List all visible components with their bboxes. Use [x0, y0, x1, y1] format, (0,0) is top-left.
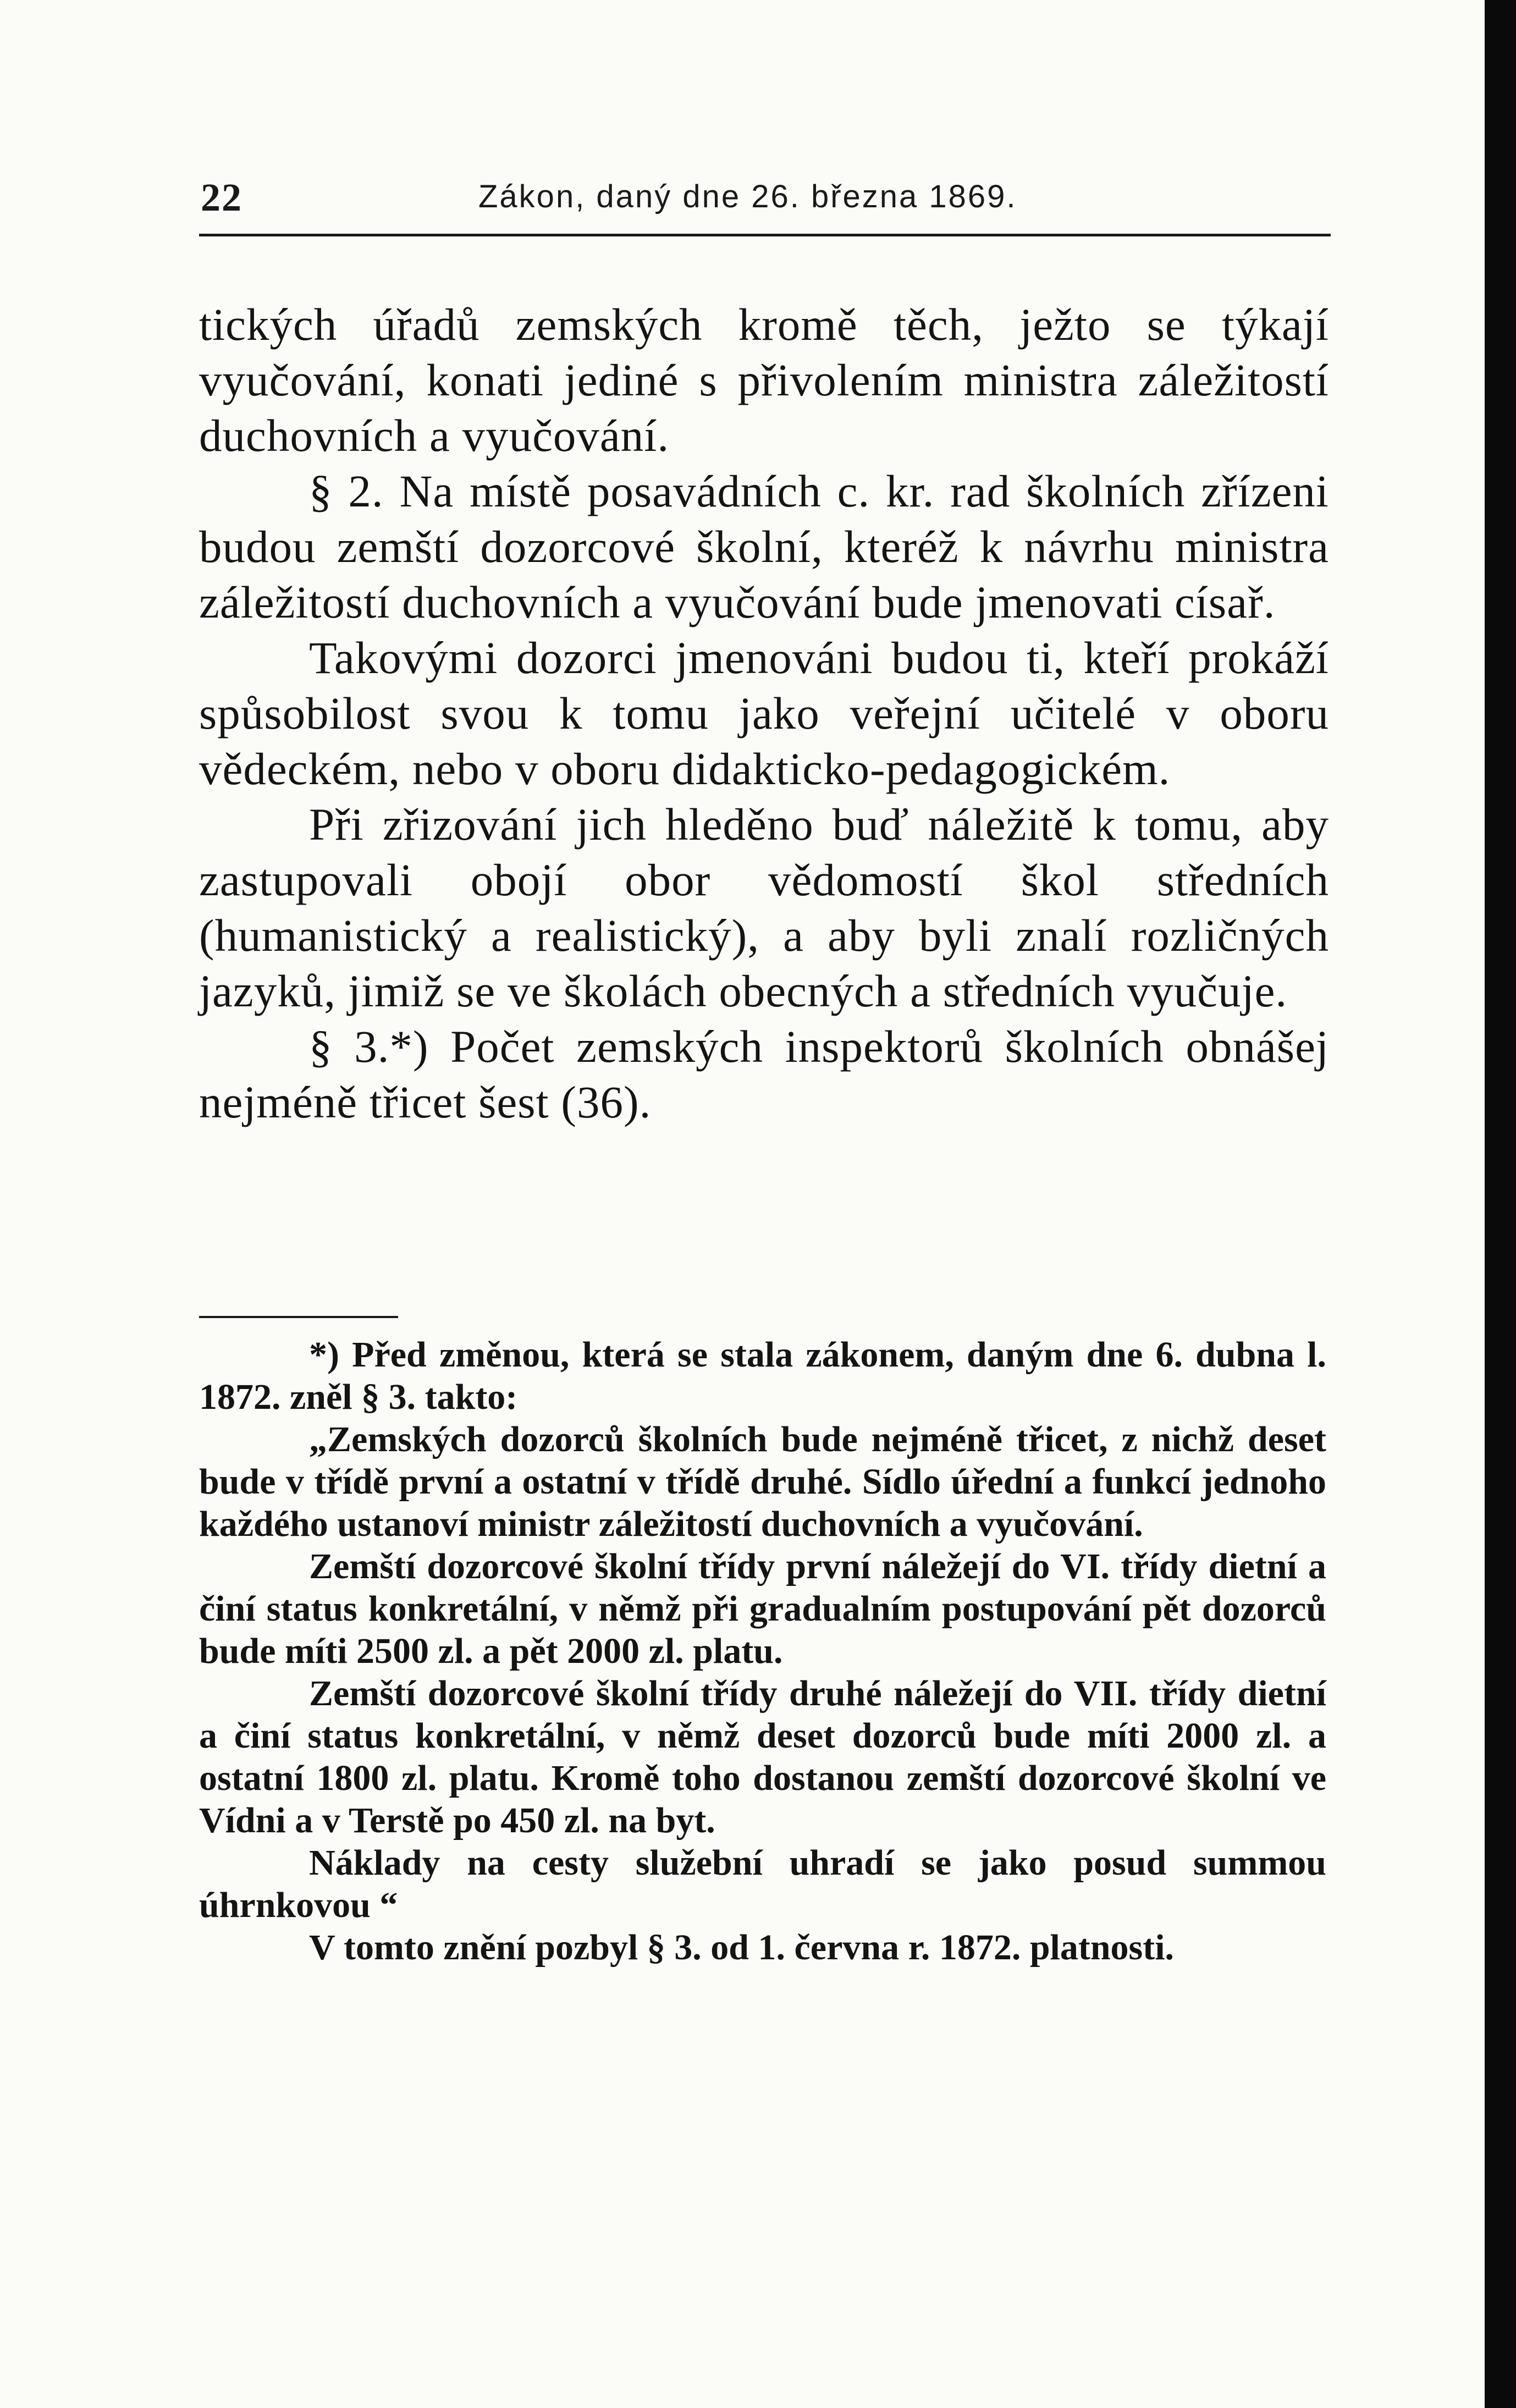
- paragraph-inspectors-qualification: Takovými dozorci jmenováni budou ti, kteří prokáží spůsobilost svou k tomu jako veřejní učitelé v oboru vědeckém, nebo v oboru didakticko-pedagogickém.: [199, 632, 1329, 794]
- scan-edge: [1485, 0, 1516, 2408]
- footnote-quote-start: „Zemských dozorců školních bude nejméně třicet, z nichž deset bude v třídě první a ostatní v třídě druhé. Sídlo úřední a funkcí jednoho každého ustanoví ministr záležitostí duchovních a vyučování.: [199, 1419, 1326, 1544]
- footnote-rule: [199, 1316, 398, 1318]
- footnote-intro: *) Před změnou, která se stala zákonem, daným dne 6. dubna l. 1872. zněl § 3. takto:: [199, 1335, 1326, 1417]
- paragraph-continuation: tických úřadů zemských kromě těch, ježto se týkají vyučování, konati jediné s přivolením ministra záležitostí duchovních a vyučování.: [199, 299, 1329, 461]
- paragraph-appointment-criteria: Při zřizování jich hleděno buď náležitě k tomu, aby zastupovali obojí obor vědomostí škol středních (humanistický a realistický), a aby byli znalí rozličných jazyků, jimiž se ve školách obecných a středních vyučuje.: [199, 799, 1329, 1016]
- footnote-travel-costs: Náklady na cesty služební uhradí se jako posud summou úhrnkovou “: [199, 1843, 1326, 1925]
- running-title: Zákon, daný dne 26. března 1869.: [478, 179, 1017, 214]
- footnote-validity: V tomto znění pozbyl § 3. od 1. června r. 1872. platnosti.: [309, 1927, 1175, 1968]
- paragraph-section-3: § 3.*) Počet zemských inspektorů školních obnášej nejméně třicet šest (36).: [199, 1021, 1329, 1127]
- footnote-first-class: Zemští dozorcové školní třídy první náležejí do VI. třídy dietní a činí status konkretální, v němž při gradualním postupování pět dozorců bude míti 2500 zl. a pět 2000 zl. platu.: [199, 1546, 1326, 1671]
- main-text: [199, 297, 1329, 1130]
- paragraph-section-2: § 2. Na místě posavádních c. kr. rad školních zřízeni budou zemští dozorcové školní, kteréž k návrhu ministra záležitostí duchovních a vyučování bude jmenovati císař.: [199, 466, 1329, 627]
- footnote: [199, 1334, 1326, 1969]
- page-header: [201, 175, 1328, 230]
- header-rule: [199, 234, 1331, 236]
- footnote-second-class: Zemští dozorcové školní třídy druhé náležejí do VII. třídy dietní a činí status konkretální, v němž deset dozorců bude míti 2000 zl. a ostatní 1800 zl. platu. Kromě toho dostanou zemští dozorcové školní ve Vídni a v Terstě po 450 zl. na byt.: [199, 1673, 1326, 1841]
- page-number: 22: [201, 175, 242, 219]
